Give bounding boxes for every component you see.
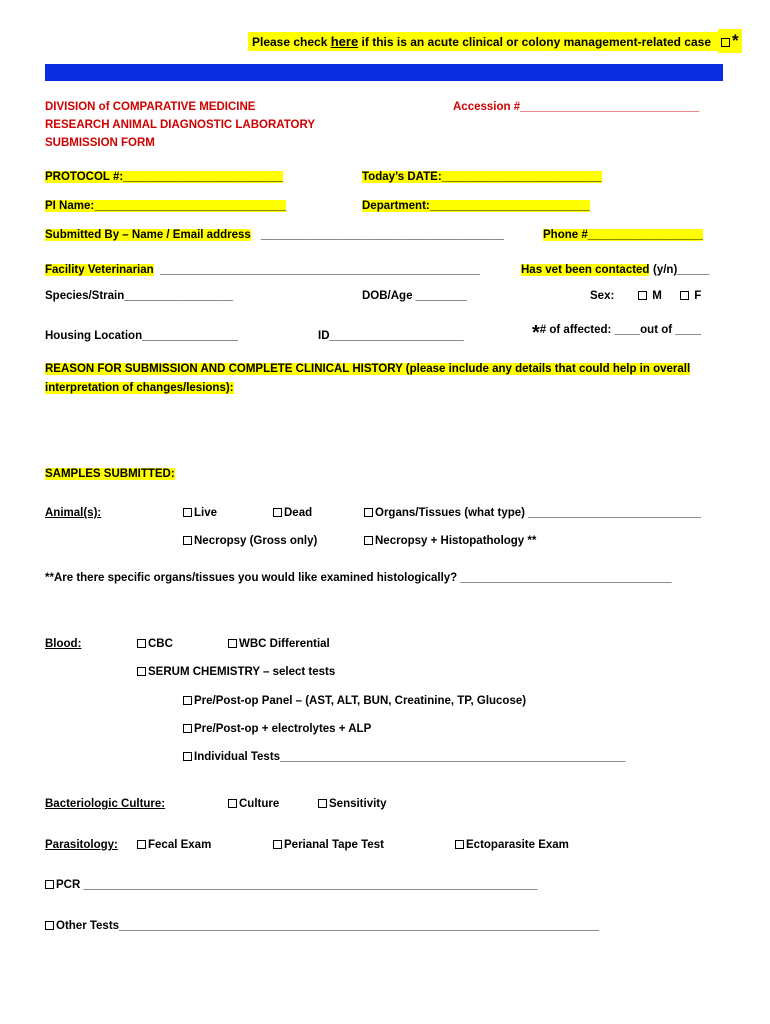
necropsy-histo-option[interactable]: [364, 535, 536, 547]
fecal-checkbox[interactable]: [137, 840, 146, 849]
live-checkbox[interactable]: [183, 508, 192, 517]
necropsy-histo-label: Necropsy + Histopathology **: [375, 535, 537, 547]
serum-label: SERUM CHEMISTRY – select tests: [148, 666, 336, 678]
sensitivity-checkbox[interactable]: [318, 799, 327, 808]
ecto-option[interactable]: [455, 839, 569, 851]
acute-case-notice: [248, 32, 728, 51]
individual-tests-label: Individual Tests______________________________________________________: [194, 751, 626, 763]
notice-prefix: Please check: [252, 35, 331, 49]
other-tests-field[interactable]: ___________________________________________________________________________: [119, 920, 599, 932]
parasitology-label: Parasitology:: [45, 839, 118, 851]
organs-checkbox[interactable]: [364, 508, 373, 517]
department-field[interactable]: Department:_________________________: [362, 200, 590, 212]
culture-checkbox[interactable]: [228, 799, 237, 808]
fecal-option[interactable]: [137, 839, 211, 851]
reason-heading-line1: REASON FOR SUBMISSION AND COMPLETE CLINICAL HISTORY (please include any details that could help in overall: [45, 363, 691, 375]
bacterio-label: Bacteriologic Culture:: [45, 798, 166, 810]
sex-f-checkbox[interactable]: [680, 291, 689, 300]
cbc-label: CBC: [148, 638, 173, 650]
sex-m-checkbox[interactable]: [638, 291, 647, 300]
preop-electrolytes-checkbox[interactable]: [183, 724, 192, 733]
ecto-label: Ectoparasite Exam: [466, 839, 569, 851]
wbc-checkbox[interactable]: [228, 639, 237, 648]
sensitivity-option[interactable]: [318, 798, 387, 810]
fecal-label: Fecal Exam: [148, 839, 212, 851]
sex-f-label: F: [694, 290, 702, 302]
affected-star: *: [532, 322, 540, 344]
species-field[interactable]: Species/Strain_________________: [45, 290, 233, 302]
vet-contacted-field[interactable]: (y/n)_____: [653, 264, 710, 276]
header-blue-bar: [45, 64, 723, 81]
form-title: SUBMISSION FORM: [45, 137, 155, 149]
live-option[interactable]: [183, 507, 217, 519]
dead-option[interactable]: [273, 507, 312, 519]
sex-m-label: M: [652, 290, 662, 302]
necropsy-gross-label: Necropsy (Gross only): [194, 535, 318, 547]
animals-label: Animal(s):: [45, 507, 102, 519]
division-title: DIVISION of COMPARATIVE MEDICINE: [45, 101, 256, 113]
serum-option[interactable]: [137, 666, 335, 678]
pcr-option[interactable]: [45, 879, 538, 891]
preop-panel-option[interactable]: [183, 695, 526, 707]
cbc-checkbox[interactable]: [137, 639, 146, 648]
pi-name-field[interactable]: PI Name:______________________________: [45, 200, 287, 212]
cbc-option[interactable]: [137, 638, 173, 650]
samples-heading: SAMPLES SUBMITTED:: [45, 468, 175, 480]
reason-heading-line2: interpretation of changes/lesions):: [45, 382, 234, 394]
wbc-option[interactable]: [228, 638, 330, 650]
dead-label: Dead: [284, 507, 313, 519]
blood-label: Blood:: [45, 638, 82, 650]
individual-tests-checkbox[interactable]: [183, 752, 192, 761]
sex-label: Sex:: [590, 290, 615, 302]
dob-field[interactable]: DOB/Age ________: [362, 290, 467, 302]
acute-case-checkbox[interactable]: [721, 38, 730, 47]
housing-field[interactable]: Housing Location_______________: [45, 330, 239, 342]
pcr-field[interactable]: _______________________________________________________________________: [80, 879, 538, 891]
individual-tests-option[interactable]: [183, 751, 625, 763]
facility-vet-field[interactable]: __________________________________________________: [160, 264, 480, 276]
necropsy-gross-option[interactable]: [183, 535, 317, 547]
necropsy-gross-checkbox[interactable]: [183, 536, 192, 545]
ecto-checkbox[interactable]: [455, 840, 464, 849]
other-tests-label: Other Tests: [56, 920, 120, 932]
culture-option[interactable]: [228, 798, 279, 810]
preop-panel-label: Pre/Post-op Panel – (AST, ALT, BUN, Creatinine, TP, Glucose): [194, 695, 527, 707]
todays-date-field[interactable]: Today’s DATE:_________________________: [362, 171, 602, 183]
necropsy-histo-checkbox[interactable]: [364, 536, 373, 545]
phone-field[interactable]: Phone #__________________: [543, 229, 703, 241]
submitted-by-label: Submitted By – Name / Email address: [45, 229, 251, 241]
sex-f-option[interactable]: [680, 290, 701, 302]
live-label: Live: [194, 507, 218, 519]
notice-suffix: if this is an acute clinical or colony management-related case: [358, 35, 711, 49]
protocol-field[interactable]: PROTOCOL #:_________________________: [45, 171, 284, 183]
serum-checkbox[interactable]: [137, 667, 146, 676]
pcr-checkbox[interactable]: [45, 880, 54, 889]
id-field[interactable]: ID_____________________: [318, 330, 464, 342]
sex-m-option[interactable]: [638, 290, 662, 302]
sensitivity-label: Sensitivity: [329, 798, 387, 810]
acute-star: *: [732, 31, 739, 50]
culture-label: Culture: [239, 798, 280, 810]
preop-electrolytes-label: Pre/Post-op + electrolytes + ALP: [194, 723, 372, 735]
pcr-label: PCR: [56, 879, 81, 891]
accession-field[interactable]: Accession #____________________________: [453, 101, 700, 113]
affected-field-group: [532, 322, 701, 345]
facility-vet-label: Facility Veterinarian: [45, 264, 154, 276]
perianal-checkbox[interactable]: [273, 840, 282, 849]
notice-here-link[interactable]: here: [330, 34, 359, 49]
organs-label: Organs/Tissues (what type) ___________________________: [375, 507, 701, 519]
submitted-by-field[interactable]: ______________________________________: [261, 229, 505, 241]
wbc-label: WBC Differential: [239, 638, 330, 650]
perianal-option[interactable]: [273, 839, 384, 851]
vet-contacted-label: Has vet been contacted: [521, 264, 650, 276]
affected-field[interactable]: # of affected: ____out of ____: [539, 324, 701, 336]
lab-title: RESEARCH ANIMAL DIAGNOSTIC LABORATORY: [45, 119, 316, 131]
other-tests-checkbox[interactable]: [45, 921, 54, 930]
acute-case-checkbox-group: [718, 29, 742, 53]
other-tests-option[interactable]: [45, 920, 599, 932]
preop-electrolytes-option[interactable]: [183, 723, 371, 735]
dead-checkbox[interactable]: [273, 508, 282, 517]
preop-panel-checkbox[interactable]: [183, 696, 192, 705]
organs-option[interactable]: [364, 507, 701, 519]
perianal-label: Perianal Tape Test: [284, 839, 384, 851]
specific-organs-question[interactable]: **Are there specific organs/tissues you would like examined histologically? _________________________________: [45, 572, 672, 584]
